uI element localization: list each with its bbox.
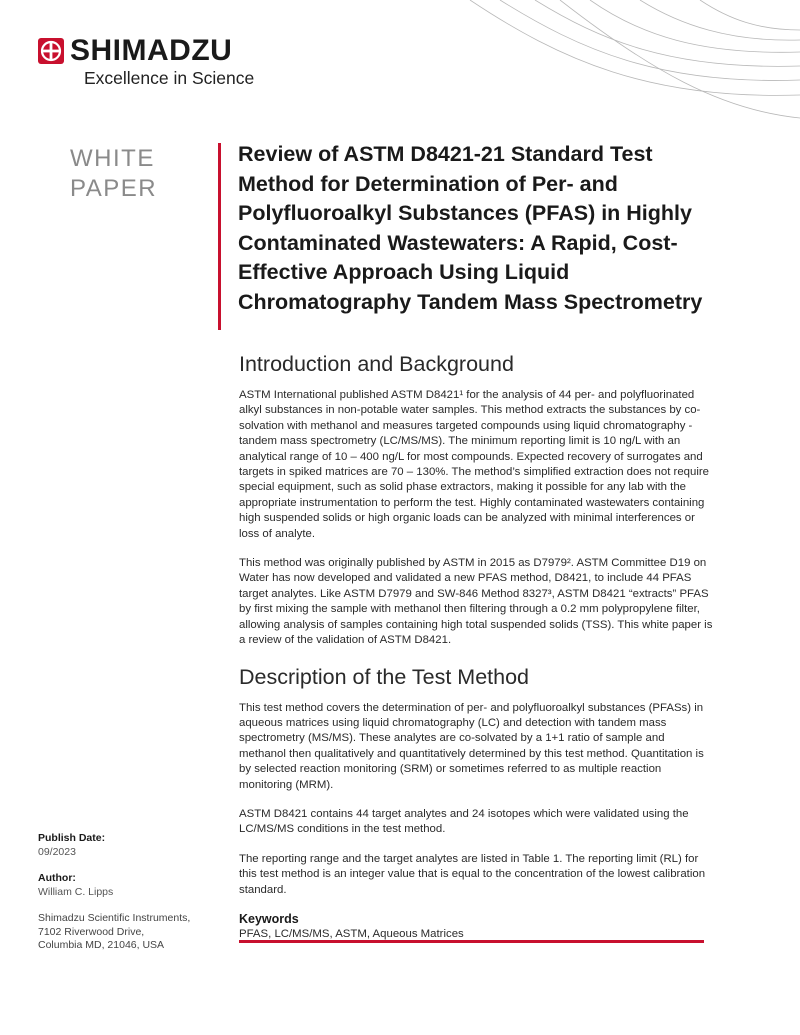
author-label: Author: (38, 872, 76, 884)
author-value: William C. Lipps (38, 886, 114, 898)
method-paragraph-2: ASTM D8421 contains 44 target analytes and 24 isotopes which were validated using the LC/MS/MS conditions in the test method. (239, 807, 689, 836)
document-type-label (70, 144, 170, 204)
address-line-1: Shimadzu Scientific Instruments, (38, 912, 191, 924)
address-line-2: 7102 Riverwood Drive, (38, 925, 145, 938)
publish-date-value: 09/2023 (38, 846, 76, 858)
section-heading-test-method: Description of the Test Method (239, 664, 530, 689)
brand-name: SHIMADZU (70, 34, 233, 67)
shimadzu-logo (38, 34, 255, 89)
document-type-line1: WHITE (70, 145, 155, 172)
method-paragraph-3: The reporting range and the target analytes are listed in Table 1. The reporting limit (RL) for this test method is an integer value that is equal to the concentration of the lowest calibration standard. (239, 852, 706, 896)
keywords-divider (239, 940, 704, 943)
brand-tagline: Excellence in Science (84, 68, 255, 88)
page-title: Review of ASTM D8421-21 Standard Test Method for Determination of Per- and Polyfluoroalkyl Substances (PFAS) in Highly Contaminated Wastewaters: A Rapid, Cost-Effective Approach Using Liquid Chromatography Tandem Mass Spectrometry (238, 142, 703, 314)
publish-date-label: Publish Date: (38, 832, 106, 844)
keywords-heading: Keywords (239, 911, 299, 926)
intro-paragraph-2: This method was originally published by ASTM in 2015 as D7979². ASTM Committee D19 on Water has now developed and validated a new PFAS method, D8421, to include 44 PFAS target analytes. Like ASTM D7979 and SW-846 Method 8327³, ASTM D8421 “extracts” PFAS by first mixing the sample with methanol then filtering through a 0.2 mm polypropylene filter, allowing analysis of samples containing high total suspended solids (TSS). This white paper is a review of the validation of ASTM D8421. (239, 557, 713, 647)
shimadzu-mark-icon (38, 38, 64, 64)
author-address (38, 912, 208, 953)
document-type-line2: PAPER (70, 175, 158, 202)
publication-meta (38, 832, 208, 953)
main-content (239, 350, 714, 940)
keywords-text: PFAS, LC/MS/MS, ASTM, Aqueous Matrices (239, 927, 464, 940)
address-line-3: Columbia MD, 21046, USA (38, 939, 165, 951)
section-heading-introduction: Introduction and Background (239, 352, 514, 376)
method-paragraph-1: This test method covers the determination of per- and polyfluoroalkyl substances (PFASs) in aqueous matrices using liquid chromatography (LC) and detection with tandem mass spectrometry (MS/MS). These analytes are co-solvated by a 1+1 ratio of sample and methanol then qualitatively and quantitatively determined by this test method. Quantitation is by selected reaction monitoring (SRM) or sometimes referred to as multiple reaction monitoring (MRM). (239, 701, 704, 791)
title-accent-bar (218, 143, 221, 330)
intro-paragraph-1: ASTM International published ASTM D8421¹ for the analysis of 44 per- and polyfluorinated alkyl substances in non-potable water samples. This method extracts the substances by co-solvation with methanol and measures targeted compounds using liquid chromatography - tandem mass spectrometry (LC/MS/MS). The minimum reporting limit is 10 ng/L with an analytical range of 10 – 400 ng/L for most compounds. Expected recovery of surrogates and targets in spiked matrices are 70 – 130%. The method’s simplified extraction does not require special equipment, such as solid phase extractors, making it possible for any lab with the appropriate instrumentation to perform the test. Highly contaminated wastewaters containing high suspended solids or high organic loads can be analyzed with minimal interferences or loss of analyte. (239, 389, 710, 540)
